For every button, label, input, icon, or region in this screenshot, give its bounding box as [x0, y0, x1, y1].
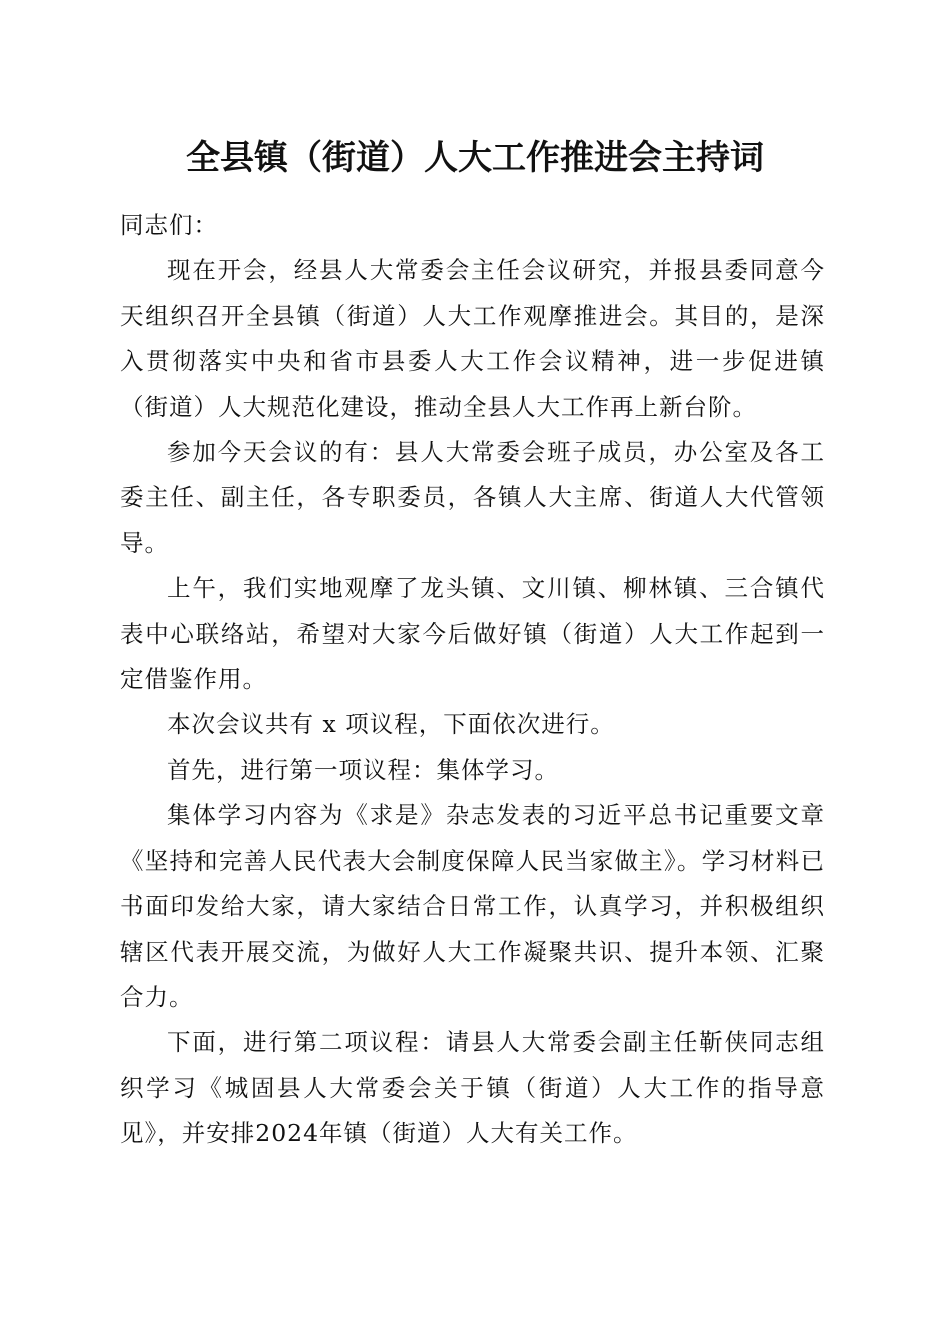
- paragraph-attendees: 参加今天会议的有：县人大常委会班子成员，办公室及各工委主任、副主任，各专职委员，各镇人大主席、街道人大代管领导。: [120, 438, 825, 557]
- salutation: 同志们：: [120, 211, 218, 239]
- paragraph-agenda-item-1: 首先，进行第一项议程：集体学习。: [167, 755, 559, 784]
- document-title: 全县镇（街道）人大工作推进会主持词: [186, 138, 764, 178]
- paragraph-study-content: 集体学习内容为《求是》杂志发表的习近平总书记重要文章《坚持和完善人民代表大会制度保障人民当家做主》。学习材料已书面印发给大家，请大家结合日常工作，认真学习，并积极组织辖区代表开展交流，为做好人大工作凝聚共识、提升本领、汇聚合力。: [120, 801, 825, 1011]
- paragraph-observation: 上午，我们实地观摩了龙头镇、文川镇、柳林镇、三合镇代表中心联络站，希望对大家今后做好镇（街道）人大工作起到一定借鉴作用。: [120, 574, 825, 694]
- paragraph-agenda-count: 本次会议共有 x 项议程，下面依次进行。: [167, 710, 615, 739]
- paragraph-agenda-item-2: 下面，进行第二项议程：请县人大常委会副主任靳侠同志组织学习《城固县人大常委会关于镇（街道）人大工作的指导意见》，并安排2024年镇（街道）人大有关工作。: [120, 1028, 825, 1148]
- document-body: [120, 203, 825, 1157]
- paragraph-opening: 现在开会，经县人大常委会主任会议研究，并报县委同意今天组织召开全县镇（街道）人大工作观摩推进会。其目的，是深入贯彻落实中央和省市县委人大工作会议精神，进一步促进镇（街道）人大规范化建设，推动全县人大工作再上新台阶。: [120, 256, 825, 421]
